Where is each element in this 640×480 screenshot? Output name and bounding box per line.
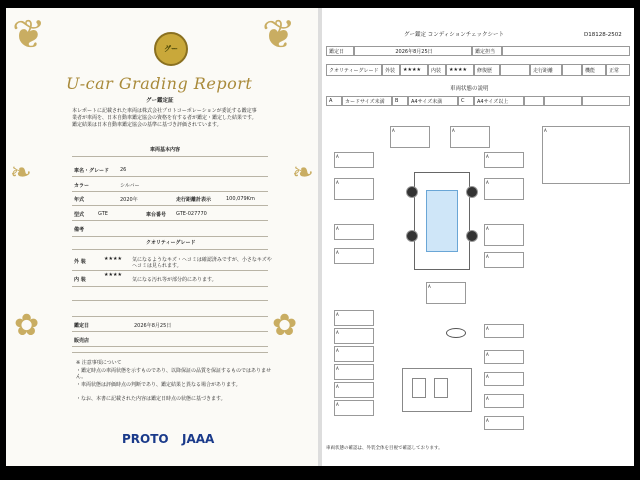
- cert-date-label: 鑑定日: [74, 323, 90, 329]
- rule: [72, 352, 268, 353]
- legend-text-6: A4サイズ以上: [477, 98, 509, 105]
- section-vehicle: 車両基本内容: [150, 147, 181, 153]
- ornament-side-right: ❧: [292, 158, 314, 188]
- legend-cell-1: [326, 96, 342, 106]
- part-label-box: A: [484, 350, 524, 364]
- wheel-icon: [406, 186, 418, 198]
- repair-label-cell: [474, 64, 500, 76]
- wheel-icon: [406, 230, 418, 242]
- car-glass: [426, 190, 458, 252]
- grading-report-page: [6, 8, 318, 466]
- part-label-box: A: [484, 152, 524, 168]
- interior-box: A: [334, 346, 374, 362]
- doc-number: D18128-2502: [584, 32, 622, 38]
- part-label-box: A: [334, 152, 374, 168]
- rule: [72, 331, 268, 332]
- quality-label-1: 外 装: [74, 259, 86, 265]
- badge-text: グー: [164, 45, 178, 53]
- legend-cell-4: [408, 96, 458, 106]
- legend-cell-6: [474, 96, 524, 106]
- part-label-box: A: [426, 282, 466, 304]
- part-label-box: A: [484, 252, 524, 268]
- legend-cell-7: [524, 96, 544, 106]
- rule: [72, 316, 268, 317]
- interior-box: A: [334, 400, 374, 416]
- repair-label: 修復歴: [477, 67, 493, 74]
- interior-box: A: [334, 364, 374, 380]
- info-box: A: [542, 126, 630, 184]
- part-label-box: A: [390, 126, 430, 148]
- interior-box: A: [334, 310, 374, 326]
- interior-stars: ★★★★: [449, 67, 467, 73]
- quality-stars-1: ★★★★: [104, 256, 122, 262]
- condition-check-sheet: [322, 8, 634, 466]
- rule: [72, 156, 268, 157]
- report-title: U-car Grading Report: [66, 74, 253, 93]
- legend-cell-3: [392, 96, 408, 106]
- model-value: GTE: [98, 211, 108, 217]
- remark-value: 正常: [609, 67, 620, 74]
- part-label-box: A: [484, 372, 524, 386]
- ornament-top-right: ❦: [262, 12, 296, 58]
- remark-label: 機能: [585, 67, 596, 74]
- rule: [72, 176, 268, 177]
- cert-org-label-cell: [472, 46, 502, 56]
- intro-line-2: 業者が車両を、日本自動車鑑定協会の資格を有する者が鑑定・鑑定した結果です。: [72, 115, 257, 121]
- quality-comment-1b: ヘコミは見られます。: [132, 263, 182, 269]
- car-grade-value: 26: [120, 167, 127, 173]
- steering-wheel-icon: [446, 328, 466, 338]
- part-label-box: A: [484, 324, 524, 338]
- interior-box: A: [334, 382, 374, 398]
- legend-cell-2: [342, 96, 392, 106]
- rule: [72, 191, 268, 192]
- interior-stars-cell: [446, 64, 474, 76]
- part-label-box: A: [450, 126, 490, 148]
- exterior-stars: ★★★★: [403, 67, 421, 73]
- part-label-box: A: [484, 224, 524, 246]
- cert-date-value-cell: [354, 46, 472, 56]
- ornament-bottom-right: ✿: [272, 308, 298, 343]
- quality-label-2: 内 装: [74, 277, 86, 283]
- chassis-label: 車台番号: [146, 212, 167, 218]
- legend-text-3: B: [395, 98, 399, 104]
- seat-icon: [412, 378, 426, 398]
- note-3: ・なお、本書に記載された内容は鑑定日時点の状態に基づきます。: [76, 396, 226, 402]
- report-subtitle: グー鑑定証: [146, 98, 174, 104]
- section-title: 車両状態の説明: [450, 86, 489, 92]
- legend-text-5: C: [461, 98, 465, 104]
- jaaa-logo: [182, 432, 214, 446]
- rule: [72, 220, 268, 221]
- cert-date-value: 2026年8月25日: [395, 48, 433, 55]
- repair-value-cell: [500, 64, 530, 76]
- legend-text-1: A: [329, 98, 333, 104]
- intro-line-3: 鑑定結果は日本自動車鑑定協会の基準に基づき評価されています。: [72, 122, 222, 128]
- goo-badge-icon: [154, 32, 188, 66]
- interior-label-cell: [428, 64, 446, 76]
- exterior-label: 外装: [385, 67, 396, 74]
- legend-cell-9: [582, 96, 630, 106]
- note-2: ・車両状態は評価時点の判断であり、鑑定結果と異なる場合があります。: [76, 382, 241, 388]
- rule: [72, 205, 268, 206]
- rule: [72, 346, 268, 347]
- wheel-icon: [466, 230, 478, 242]
- remark-label-cell: [582, 64, 606, 76]
- rule: [72, 270, 268, 271]
- sheet-title: グー鑑定 コンディションチェックシート: [404, 32, 505, 38]
- proto-logo-text: PROTO: [122, 432, 169, 446]
- year-label: 年式: [74, 197, 85, 203]
- cert-org-label: 鑑定担当: [475, 48, 496, 55]
- remark-value-cell: [606, 64, 630, 76]
- rule: [72, 249, 268, 250]
- legend-cell-8: [544, 96, 582, 106]
- legend-text-4: A4サイズ未満: [411, 98, 443, 105]
- notes-title: ※ 注意事項について: [76, 360, 122, 366]
- ornament-bottom-left: ✿: [14, 308, 40, 343]
- legend-cell-5: [458, 96, 474, 106]
- mileage-label-cell: [530, 64, 562, 76]
- ornament-side-left: ❧: [10, 158, 32, 188]
- part-label-box: A: [334, 224, 374, 240]
- exterior-stars-cell: [400, 64, 428, 76]
- quality-comment-2: 気になる汚れ等が部分的にあります。: [132, 277, 217, 283]
- cert-org-value-cell: [502, 46, 630, 56]
- remarks-label: 備考: [74, 227, 85, 233]
- ornament-top-left: ❦: [12, 12, 46, 58]
- car-grade-label: 車名・グレード: [74, 168, 110, 174]
- part-label-box: A: [484, 394, 524, 408]
- part-label-box: A: [484, 178, 524, 200]
- cert-date-label: 鑑定日: [329, 48, 345, 55]
- rule: [72, 236, 268, 237]
- color-label: カラー: [74, 183, 90, 189]
- mileage-label: 走行距離計表示: [176, 197, 212, 203]
- grade-label: クオリティーグレード: [329, 67, 379, 74]
- part-label-box: A: [484, 416, 524, 430]
- seat-icon: [434, 378, 448, 398]
- part-label-box: A: [334, 248, 374, 264]
- section-quality: クオリティーグレード: [146, 240, 196, 246]
- wheel-icon: [466, 186, 478, 198]
- part-label-box: A: [334, 178, 374, 200]
- footer-note: 車両状態の確認は、外装全体を目視で確認しております。: [326, 446, 443, 451]
- appraisal-store-label: 販売店: [74, 338, 90, 344]
- rule: [72, 300, 268, 301]
- year-value: 2020年: [120, 197, 138, 203]
- proto-logo: [122, 432, 169, 446]
- exterior-label-cell: [382, 64, 400, 76]
- cert-date-value: 2026年8月25日: [134, 323, 172, 329]
- interior-label: 内装: [431, 67, 442, 74]
- mileage-label: 走行距離: [533, 67, 554, 74]
- rule: [72, 286, 268, 287]
- quality-comment-1: 気になるようなキズ・ヘコミは確認済みですが、小さなキズや: [132, 257, 272, 263]
- grade-label-cell: [326, 64, 382, 76]
- mileage-value-cell: [562, 64, 582, 76]
- note-1: ・鑑定時点の車両状態を示すものであり、以降保証の品質を保証するものではありません。: [76, 368, 272, 381]
- mileage-value: 100,079Km: [226, 196, 255, 202]
- quality-stars-2: ★★★★: [104, 272, 122, 278]
- cert-date-label-cell: [326, 46, 354, 56]
- intro-line-1: 本レポートに記載された車両は株式会社プロトコーポレーションが委託する鑑定事: [72, 108, 257, 114]
- legend-text-2: カードサイズ未満: [345, 98, 385, 105]
- color-value: シルバー: [120, 183, 140, 189]
- jaaa-logo-text: JAAA: [182, 432, 215, 446]
- chassis-value: GTE-027770: [176, 211, 207, 217]
- model-label: 型式: [74, 212, 85, 218]
- interior-box: A: [334, 328, 374, 344]
